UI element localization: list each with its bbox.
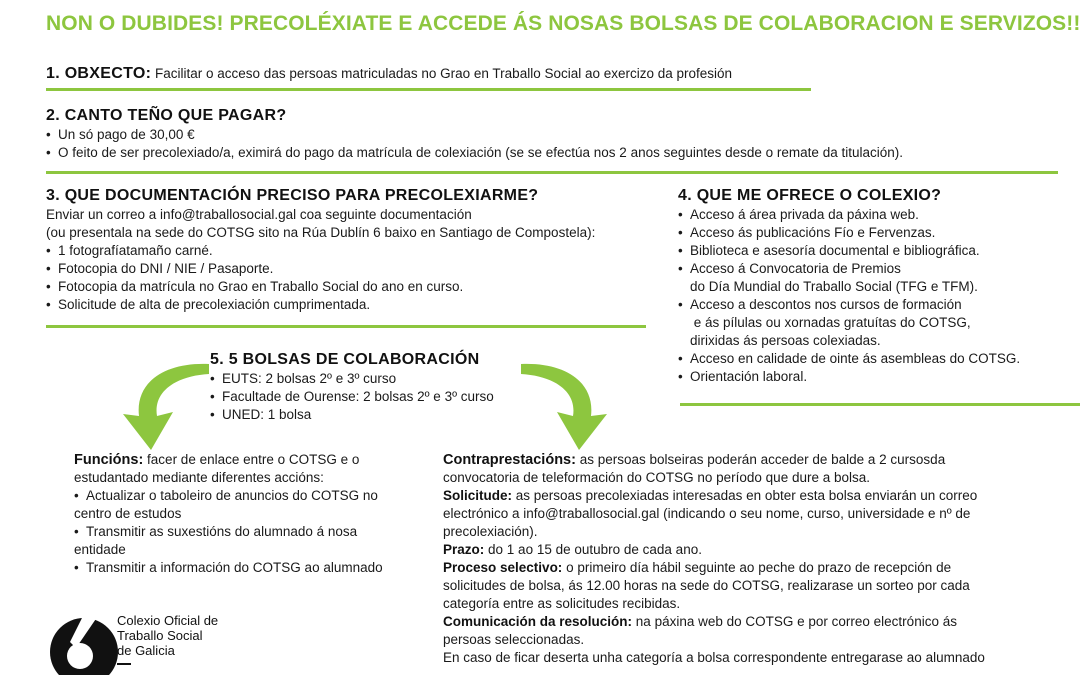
solicitude-text-3: precolexiación). bbox=[443, 524, 538, 539]
section-pagar bbox=[46, 106, 903, 162]
section-bolsas bbox=[210, 350, 494, 424]
logo-underline bbox=[117, 663, 131, 665]
list-item: • Facultade de Ourense: 2 bolsas 2º e 3º curso bbox=[210, 389, 494, 404]
list-item-continuation: dirixidas ás persoas colexiadas. bbox=[690, 333, 881, 348]
section-ofrece-heading: 4. QUE ME OFRECE O COLEXIO? bbox=[678, 187, 942, 204]
solicitude-label: Solicitude: bbox=[443, 488, 513, 503]
divider-1 bbox=[46, 88, 811, 91]
page-title: NON O DUBIDES! PRECOLÉXIATE E ACCEDE ÁS NOSAS BOLSAS DE COLABORACION E SERVIZOS!! bbox=[46, 12, 1080, 35]
list-item: • Fotocopia do DNI / NIE / Pasaporte. bbox=[46, 261, 274, 276]
section-bolsas-heading: 5. 5 BOLSAS DE COLABORACIÓN bbox=[210, 351, 480, 368]
proceso-text-3: categoría entre as solicitudes recibidas. bbox=[443, 596, 681, 611]
comunicacion-text-2: persoas seleccionadas. bbox=[443, 632, 585, 647]
curved-arrow-left-icon bbox=[105, 358, 215, 454]
divider-4 bbox=[680, 403, 1080, 406]
logo-line-2: Traballo Social bbox=[117, 628, 203, 643]
prazo-text: do 1 ao 15 de outubro de cada ano. bbox=[488, 542, 702, 557]
list-item: • Solicitude de alta de precolexiación cumprimentada. bbox=[46, 297, 371, 312]
logo-line-3: de Galicia bbox=[117, 643, 175, 658]
section-objecto-text: Facilitar o acceso das persoas matriculadas no Grao en Traballo Social ao exercizo da profesión bbox=[155, 66, 733, 81]
prazo-label: Prazo: bbox=[443, 542, 485, 557]
divider-2 bbox=[46, 171, 1058, 174]
section-ofrece bbox=[678, 186, 1020, 386]
list-item: • Acceso ás publicacións Fío e Fervenzas. bbox=[678, 225, 936, 240]
funcions-label: Funcións: bbox=[74, 452, 144, 468]
logo-name bbox=[117, 613, 218, 658]
list-item: • Orientación laboral. bbox=[678, 369, 808, 384]
section-objecto bbox=[46, 64, 732, 84]
list-item: • Acceso en calidade de ointe ás asembleas do COTSG. bbox=[678, 351, 1021, 366]
funcions-text-2: estudantado mediante diferentes accións: bbox=[74, 470, 324, 485]
section-contraprestacions bbox=[443, 451, 985, 667]
list-item: • 1 fotografíatamaño carné. bbox=[46, 243, 213, 258]
list-item: • EUTS: 2 bolsas 2º e 3º curso bbox=[210, 371, 397, 386]
logo-line-1: Colexio Oficial de bbox=[117, 613, 219, 628]
list-item: • Actualizar o taboleiro de anuncios do COTSG no bbox=[74, 488, 378, 503]
proceso-text-2: solicitudes de bolsa, ás 12.00 horas na sede do COTSG, realizarase un sorteo por cada bbox=[443, 578, 970, 593]
section-pagar-heading: 2. CANTO TEÑO QUE PAGAR? bbox=[46, 107, 287, 124]
solicitude-text-2: electrónico a info@traballosocial.gal (indicando o seu nome, curso, universidade e nº de bbox=[443, 506, 971, 521]
list-item-continuation: do Día Mundial do Traballo Social (TFG e TFM). bbox=[690, 279, 978, 294]
divider-3 bbox=[46, 325, 646, 328]
list-item-continuation: e ás pílulas ou xornadas gratuítas do COTSG, bbox=[690, 315, 971, 330]
proceso-text: o primeiro día hábil seguinte ao peche do prazo de recepción de bbox=[566, 560, 952, 575]
list-item: • Acceso a descontos nos cursos de formación bbox=[678, 297, 962, 312]
documentacion-intro: Enviar un correo a info@traballosocial.gal coa seguinte documentación bbox=[46, 207, 472, 222]
deserta-text: En caso de ficar deserta unha categoría a bolsa correspondente entregarase ao alumnado bbox=[443, 650, 985, 665]
list-item-continuation: entidade bbox=[74, 542, 126, 557]
documentacion-intro-2: (ou presentala na sede do COTSG sito na Rúa Dublín 6 baixo en Santiago de Compostela): bbox=[46, 225, 596, 240]
comunicacion-text: na páxina web do COTSG e por correo electrónico ás bbox=[635, 614, 957, 629]
comunicacion-label: Comunicación da resolución: bbox=[443, 614, 633, 629]
section-documentacion bbox=[46, 186, 595, 314]
section-objecto-heading: 1. OBXECTO: bbox=[46, 65, 152, 82]
list-item: • Biblioteca e asesoría documental e bibliográfica. bbox=[678, 243, 980, 258]
proceso-label: Proceso selectivo: bbox=[443, 560, 563, 575]
section-documentacion-heading: 3. QUE DOCUMENTACIÓN PRECISO PARA PRECOLEXIARME? bbox=[46, 187, 539, 204]
list-item: • Un só pago de 30,00 € bbox=[46, 127, 195, 142]
curved-arrow-right-icon bbox=[515, 358, 625, 454]
section-funcions bbox=[74, 451, 383, 577]
solicitude-text: as persoas precolexiadas interesadas en obter esta bolsa enviarán un correo bbox=[515, 488, 978, 503]
list-item: • Acceso á Convocatoria de Premios bbox=[678, 261, 901, 276]
cotsg-logo-icon bbox=[46, 608, 118, 675]
list-item: • Transmitir a información do COTSG ao alumnado bbox=[74, 560, 383, 575]
list-item-continuation: centro de estudos bbox=[74, 506, 182, 521]
contraprestacions-label: Contraprestacións: bbox=[443, 452, 576, 468]
list-item: • Transmitir as suxestións do alumnado á nosa bbox=[74, 524, 358, 539]
list-item: • Fotocopia da matrícula no Grao en Traballo Social do ano en curso. bbox=[46, 279, 464, 294]
funcions-text: facer de enlace entre o COTSG e o bbox=[147, 452, 360, 467]
contraprestacions-text-2: convocatoria de teleformación do COTSG no período que dure a bolsa. bbox=[443, 470, 871, 485]
list-item: • O feito de ser precolexiado/a, eximirá do pago da matrícula de colexiación (se se efectúa nos 2 anos seguintes desde o remate da titulación). bbox=[46, 145, 903, 160]
list-item: • Acceso á área privada da páxina web. bbox=[678, 207, 919, 222]
list-item: • UNED: 1 bolsa bbox=[210, 407, 312, 422]
contraprestacions-text: as persoas bolseiras poderán acceder de balde a 2 cursosda bbox=[579, 452, 946, 467]
